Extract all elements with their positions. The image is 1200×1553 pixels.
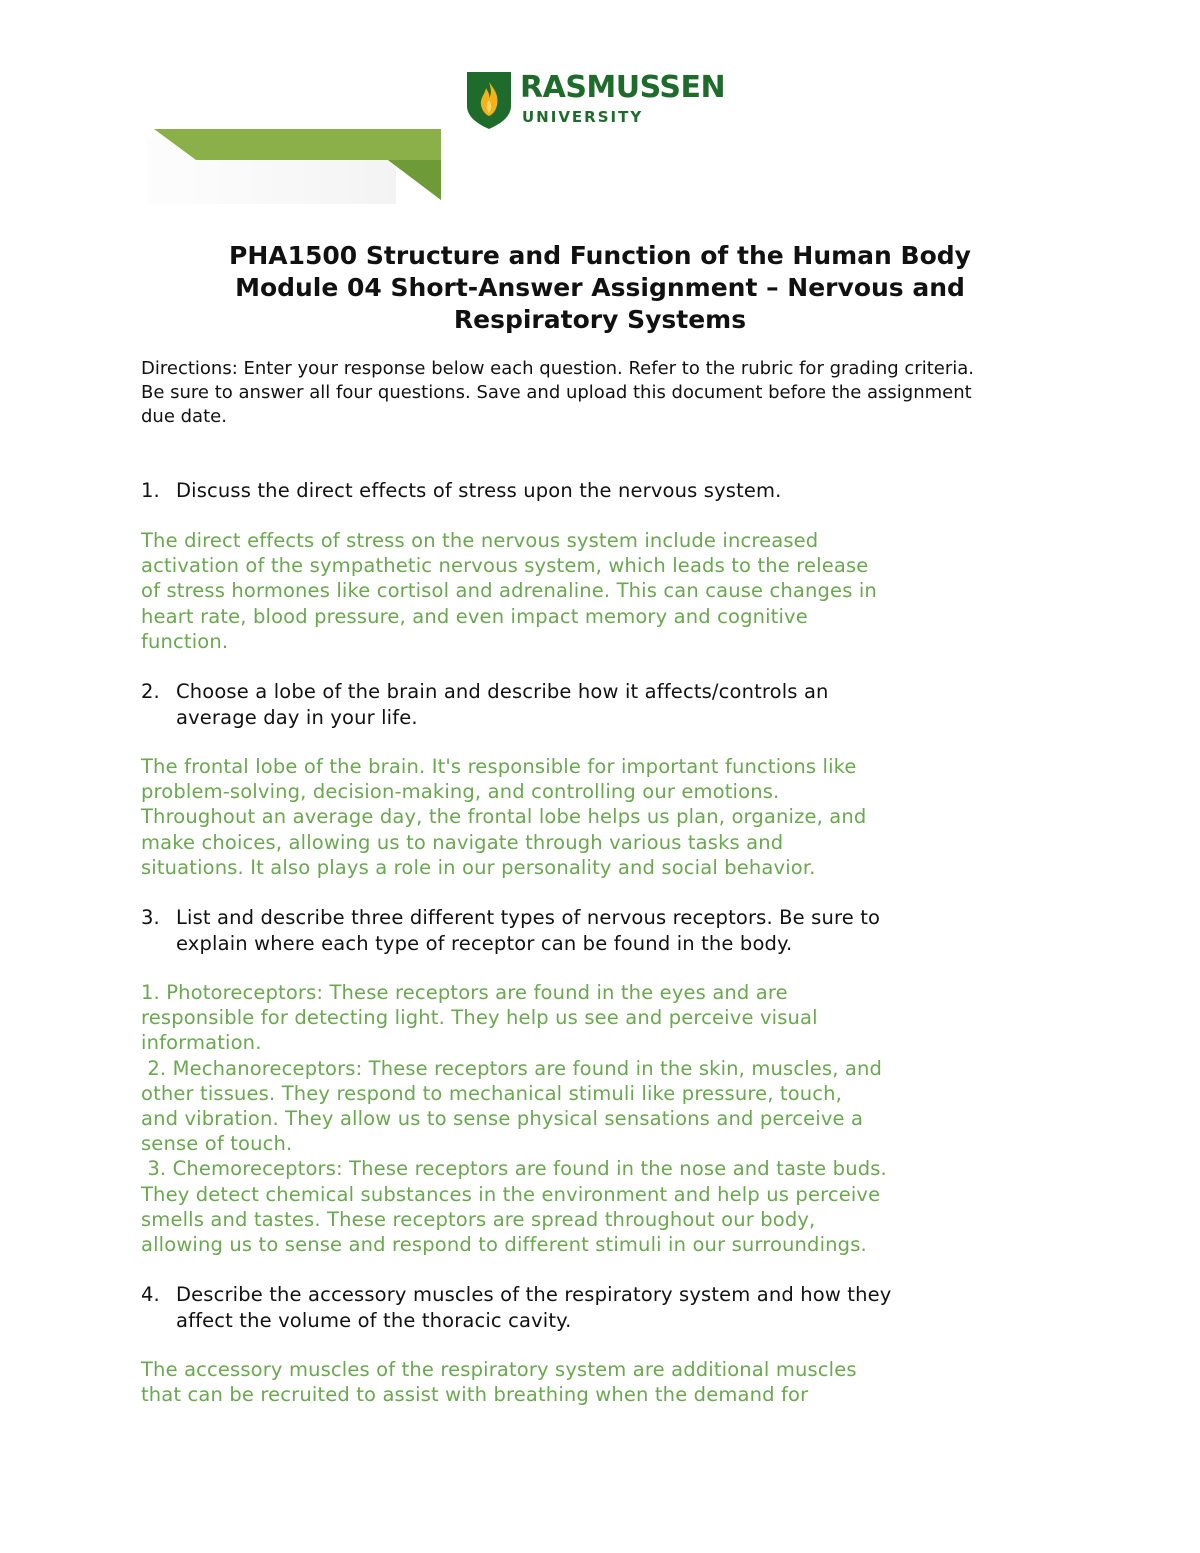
- answer-line: The frontal lobe of the brain. It's responsible for important functions like: [141, 755, 857, 778]
- answer-line: that can be recruited to assist with breathing when the demand for: [141, 1383, 809, 1407]
- question-text-line-1: Choose a lobe of the brain and describe how it affects/controls an: [176, 680, 829, 703]
- question-text-line-2: affect the volume of the thoracic cavity.: [176, 1308, 572, 1332]
- logo-subtitle: UNIVERSITY: [522, 108, 644, 126]
- title-line-3: Respiratory Systems: [453, 305, 747, 334]
- question-number: 3.: [141, 906, 160, 929]
- answer-4: [141, 1357, 1071, 1407]
- answer-line: activation of the sympathetic nervous system, which leads to the release: [141, 554, 869, 578]
- answer-line: The direct effects of stress on the nervous system include increased: [141, 529, 819, 552]
- answer-line: allowing us to sense and respond to different stimuli in our surroundings.: [141, 1233, 867, 1257]
- logo-wordmark: RASMUSSEN: [520, 70, 726, 105]
- directions-line-1: Directions: Enter your response below each question. Refer to the rubric for grading criteria.: [141, 358, 974, 379]
- answer-line: and vibration. They allow us to sense physical sensations and perceive a: [141, 1107, 864, 1131]
- question-number: 1.: [141, 479, 160, 502]
- header-ribbon-graphic: [0, 0, 460, 210]
- question-number: 2.: [141, 680, 160, 703]
- title-line-1: PHA1500 Structure and Function of the Human Body: [229, 241, 971, 270]
- answer-line: problem-solving, decision-making, and controlling our emotions.: [141, 780, 780, 804]
- answer-line: sense of touch.: [141, 1132, 293, 1156]
- question-text-line-1: List and describe three different types of nervous receptors. Be sure to: [176, 906, 881, 929]
- document-title: [140, 240, 1060, 336]
- directions-paragraph: [141, 357, 1061, 429]
- answer-line: 1. Photoreceptors: These receptors are found in the eyes and are: [141, 981, 788, 1004]
- question-2: [141, 679, 1071, 730]
- answer-line: heart rate, blood pressure, and even impact memory and cognitive: [141, 604, 808, 628]
- answer-line: information.: [141, 1031, 262, 1055]
- answer-line: They detect chemical substances in the environment and help us perceive: [141, 1182, 881, 1206]
- answer-line: 2. Mechanoreceptors: These receptors are found in the skin, muscles, and: [141, 1056, 883, 1080]
- answer-2: [141, 754, 1071, 880]
- question-1: [141, 478, 1071, 504]
- question-text-line-1: Describe the accessory muscles of the respiratory system and how they: [176, 1283, 892, 1306]
- answer-3: [141, 980, 1071, 1257]
- answer-line: Throughout an average day, the frontal lobe helps us plan, organize, and: [141, 805, 867, 829]
- directions-line-2: Be sure to answer all four questions. Save and upload this document before the assignment: [141, 382, 972, 403]
- answer-1: [141, 528, 1071, 654]
- directions-line-3: due date.: [141, 406, 227, 427]
- question-text: Discuss the direct effects of stress upon the nervous system.: [176, 479, 782, 502]
- answer-line: smells and tastes. These receptors are spread throughout our body,: [141, 1207, 816, 1231]
- shield-flame-icon: [464, 68, 514, 130]
- answer-line: make choices, allowing us to navigate through various tasks and: [141, 830, 784, 854]
- question-3: [141, 905, 1071, 956]
- answer-line: 3. Chemoreceptors: These receptors are found in the nose and taste buds.: [141, 1157, 887, 1181]
- answer-line: The accessory muscles of the respiratory system are additional muscles: [141, 1358, 857, 1381]
- answer-line: responsible for detecting light. They help us see and perceive visual: [141, 1006, 818, 1030]
- answer-line: function.: [141, 629, 229, 653]
- question-4: [141, 1282, 1071, 1333]
- title-line-2: Module 04 Short-Answer Assignment – Nervous and: [235, 273, 965, 302]
- answer-line: of stress hormones like cortisol and adrenaline. This can cause changes in: [141, 579, 877, 603]
- question-number: 4.: [141, 1283, 160, 1306]
- answer-line: other tissues. They respond to mechanical stimuli like pressure, touch,: [141, 1081, 843, 1105]
- question-text-line-2: average day in your life.: [176, 705, 418, 729]
- question-text-line-2: explain where each type of receptor can be found in the body.: [176, 931, 793, 955]
- rasmussen-logo: [464, 68, 744, 132]
- answer-line: situations. It also plays a role in our personality and social behavior.: [141, 855, 816, 879]
